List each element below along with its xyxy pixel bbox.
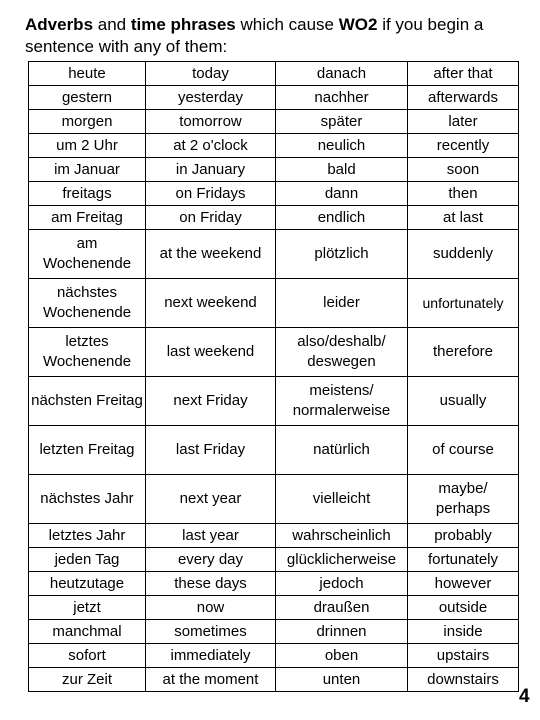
table-row [29, 377, 519, 426]
table-row [29, 426, 519, 475]
table-row [29, 134, 519, 158]
table-row [29, 206, 519, 230]
german-adverb: also/deshalb/ deswegen [276, 328, 408, 377]
table-row [29, 668, 519, 692]
english-adverb: outside [408, 596, 519, 620]
german-time-phrase: nächstes Jahr [29, 475, 146, 524]
german-time-phrase: jetzt [29, 596, 146, 620]
english-adverb: downstairs [408, 668, 519, 692]
german-time-phrase: nächsten Freitag [29, 377, 146, 426]
english-time-phrase: at the weekend [146, 230, 276, 279]
english-time-phrase: every day [146, 548, 276, 572]
english-time-phrase: in January [146, 158, 276, 182]
english-time-phrase: on Fridays [146, 182, 276, 206]
title-wo2: WO2 [338, 15, 378, 34]
english-time-phrase: next Friday [146, 377, 276, 426]
english-adverb: maybe/ perhaps [408, 475, 519, 524]
vocabulary-table [28, 61, 519, 692]
english-time-phrase: these days [146, 572, 276, 596]
english-adverb: then [408, 182, 519, 206]
german-time-phrase: jeden Tag [29, 548, 146, 572]
german-time-phrase: letzten Freitag [29, 426, 146, 475]
german-time-phrase: im Januar [29, 158, 146, 182]
german-adverb: wahrscheinlich [276, 524, 408, 548]
table-row [29, 524, 519, 548]
english-adverb: recently [408, 134, 519, 158]
english-adverb: unfortunately [408, 279, 519, 328]
german-adverb: dann [276, 182, 408, 206]
table-row [29, 328, 519, 377]
german-time-phrase: nächstes Wochenende [29, 279, 146, 328]
vocabulary-table-body [29, 62, 519, 692]
table-row [29, 620, 519, 644]
german-time-phrase: sofort [29, 644, 146, 668]
english-time-phrase: on Friday [146, 206, 276, 230]
title-text-3: if you begin a sentence with any of them: [25, 15, 484, 56]
table-row [29, 158, 519, 182]
english-adverb: after that [408, 62, 519, 86]
german-adverb: nachher [276, 86, 408, 110]
english-time-phrase: last year [146, 524, 276, 548]
english-time-phrase: sometimes [146, 620, 276, 644]
german-adverb: natürlich [276, 426, 408, 475]
table-row [29, 644, 519, 668]
english-adverb: suddenly [408, 230, 519, 279]
english-adverb: inside [408, 620, 519, 644]
table-row [29, 86, 519, 110]
english-adverb: however [408, 572, 519, 596]
english-adverb: usually [408, 377, 519, 426]
title-adverbs: Adverbs [25, 15, 94, 34]
english-adverb: later [408, 110, 519, 134]
english-adverb: at last [408, 206, 519, 230]
german-time-phrase: um 2 Uhr [29, 134, 146, 158]
english-adverb: soon [408, 158, 519, 182]
table-row [29, 110, 519, 134]
table-row [29, 230, 519, 279]
german-adverb: leider [276, 279, 408, 328]
table-row [29, 572, 519, 596]
german-adverb: glücklicherweise [276, 548, 408, 572]
title-text-1: and [93, 15, 131, 34]
table-row [29, 475, 519, 524]
table-row [29, 279, 519, 328]
german-time-phrase: letztes Wochenende [29, 328, 146, 377]
german-adverb: draußen [276, 596, 408, 620]
german-adverb: vielleicht [276, 475, 408, 524]
english-time-phrase: at the moment [146, 668, 276, 692]
german-time-phrase: letztes Jahr [29, 524, 146, 548]
english-time-phrase: immediately [146, 644, 276, 668]
english-adverb: of course [408, 426, 519, 475]
german-adverb: bald [276, 158, 408, 182]
english-time-phrase: now [146, 596, 276, 620]
german-time-phrase: gestern [29, 86, 146, 110]
german-adverb: jedoch [276, 572, 408, 596]
german-adverb: plötzlich [276, 230, 408, 279]
english-time-phrase: today [146, 62, 276, 86]
german-adverb: unten [276, 668, 408, 692]
german-time-phrase: heutzutage [29, 572, 146, 596]
german-time-phrase: morgen [29, 110, 146, 134]
english-adverb: upstairs [408, 644, 519, 668]
english-adverb: afterwards [408, 86, 519, 110]
german-adverb: neulich [276, 134, 408, 158]
english-time-phrase: last Friday [146, 426, 276, 475]
german-time-phrase: freitags [29, 182, 146, 206]
title-time-phrases: time phrases [130, 15, 236, 34]
german-time-phrase: am Wochenende [29, 230, 146, 279]
english-time-phrase: at 2 o'clock [146, 134, 276, 158]
german-time-phrase: am Freitag [29, 206, 146, 230]
german-adverb: danach [276, 62, 408, 86]
german-adverb: später [276, 110, 408, 134]
english-time-phrase: yesterday [146, 86, 276, 110]
table-row [29, 596, 519, 620]
german-time-phrase: zur Zeit [29, 668, 146, 692]
english-adverb: therefore [408, 328, 519, 377]
table-row [29, 182, 519, 206]
table-row [29, 548, 519, 572]
german-time-phrase: heute [29, 62, 146, 86]
table-row [29, 62, 519, 86]
german-adverb: drinnen [276, 620, 408, 644]
document-title [25, 14, 530, 58]
german-adverb: meistens/ normalerweise [276, 377, 408, 426]
german-adverb: endlich [276, 206, 408, 230]
page-number: 4 [519, 686, 530, 707]
english-adverb: probably [408, 524, 519, 548]
english-time-phrase: tomorrow [146, 110, 276, 134]
english-time-phrase: next weekend [146, 279, 276, 328]
german-adverb: oben [276, 644, 408, 668]
german-time-phrase: manchmal [29, 620, 146, 644]
english-time-phrase: next year [146, 475, 276, 524]
english-adverb: fortunately [408, 548, 519, 572]
english-time-phrase: last weekend [146, 328, 276, 377]
title-text-2: which cause [235, 15, 339, 34]
